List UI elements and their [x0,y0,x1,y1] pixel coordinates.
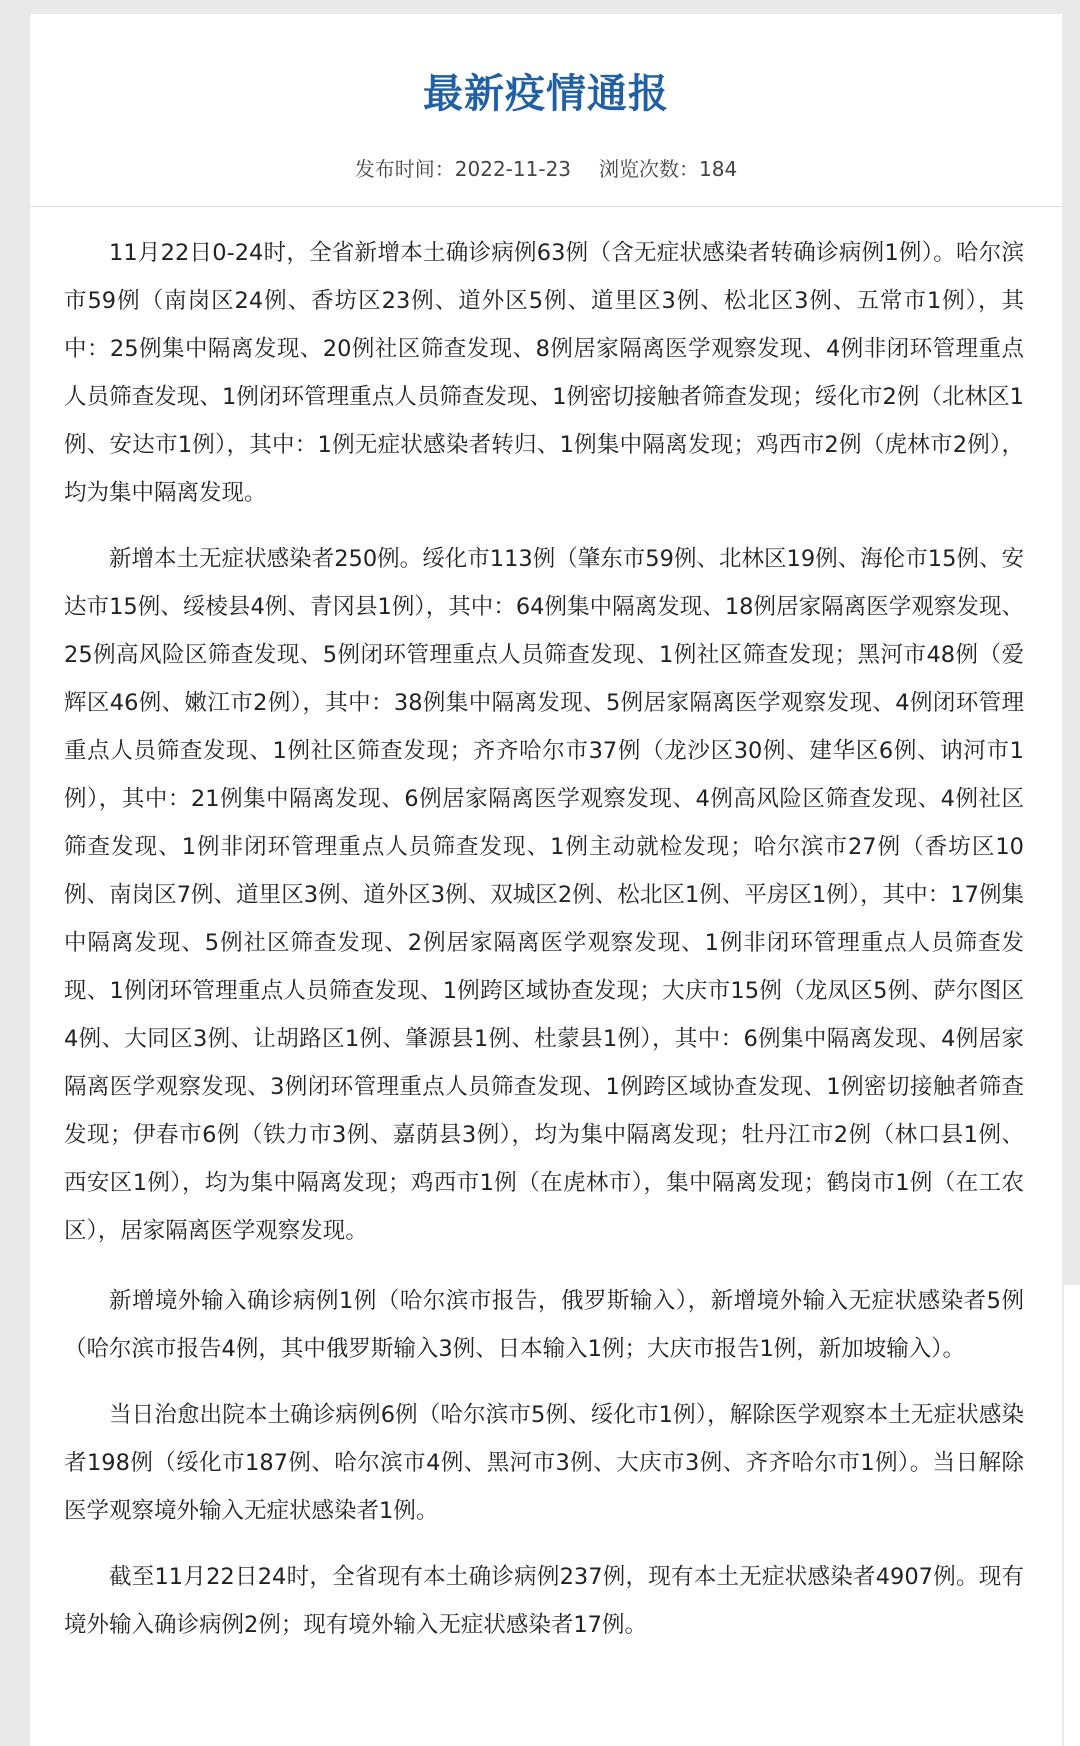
publish-label: 发布时间： [354,157,455,181]
paragraph-recovered-cases: 当日治愈出院本土确诊病例6例（哈尔滨市5例、绥化市1例），解除医学观察本土无症状感染者198例（绥化市187例、哈尔滨市4例、黑河市3例、大庆市3例、齐齐哈尔市1例）。当日解除医学观察境外输入无症状感染者1例。 [64,1402,1024,1524]
article-body [30,207,1062,1649]
paragraph-current-totals: 截至11月22日24时，全省现有本土确诊病例237例，现有本土无症状感染者4907例。现有境外输入确诊病例2例；现有境外输入无症状感染者17例。 [64,1564,1024,1638]
paragraph-imported-cases: 新增境外输入确诊病例1例（哈尔滨市报告，俄罗斯输入），新增境外输入无症状感染者5例（哈尔滨市报告4例，其中俄罗斯输入3例、日本输入1例；大庆市报告1例，新加坡输入）。 [64,1288,1024,1362]
article-page [30,14,1062,1746]
side-strip [1064,1285,1080,1746]
publish-date: 2022-11-23 [454,157,572,181]
page-title: 最新疫情通报 [423,71,669,117]
paragraph-confirmed-cases: 11月22日0-24时，全省新增本土确诊病例63例（含无症状感染者转确诊病例1例）。哈尔滨市59例（南岗区24例、香坊区23例、道外区5例、道里区3例、松北区3例、五常市1例），其中：25例集中隔离发现、20例社区筛查发现、8例居家隔离医学观察发现、4例非闭环管理重点人员筛查发现、1例闭环管理重点人员筛查发现、1例密切接触者筛查发现；绥化市2例（北林区1例、安达市1例），其中：1例无症状感染者转归、1例集中隔离发现；鸡西市2例（虎林市2例），均为集中隔离发现。 [64,240,1024,506]
article-meta [30,153,1062,207]
paragraph-asymptomatic-cases: 新增本土无症状感染者250例。绥化市113例（肇东市59例、北林区19例、海伦市15例、安达市15例、绥棱县4例、青冈县1例），其中：64例集中隔离发现、18例居家隔离医学观察发现、25例高风险区筛查发现、5例闭环管理重点人员筛查发现、1例社区筛查发现；黑河市48例（爱辉区46例、嫩江市2例），其中：38例集中隔离发现、5例居家隔离医学观察发现、4例闭环管理重点人员筛查发现、1例社区筛查发现；齐齐哈尔市37例（龙沙区30例、建华区6例、讷河市1例），其中：21例集中隔离发现、6例居家隔离医学观察发现、4例高风险区筛查发现、4例社区筛查发现、1例非闭环管理重点人员筛查发现、1例主动就检发现；哈尔滨市27例（香坊区10例、南岗区7例、道里区3例、道外区3例、双城区2例、松北区1例、平房区1例），其中：17例集中隔离发现、5例社区筛查发现、2例居家隔离医学观察发现、1例非闭环管理重点人员筛查发现、1例闭环管理重点人员筛查发现、1例跨区域协查发现；大庆市15例（龙凤区5例、萨尔图区4例、大同区3例、让胡路区1例、肇源县1例、杜蒙县1例），其中：6例集中隔离发现、4例居家隔离医学观察发现、3例闭环管理重点人员筛查发现、1例跨区域协查发现、1例密切接触者筛查发现；伊春市6例（铁力市3例、嘉荫县3例），均为集中隔离发现；牡丹江市2例（林口县1例、西安区1例），均为集中隔离发现；鸡西市1例（在虎林市），集中隔离发现；鹤岗市1例（在工农区），居家隔离医学观察发现。 [64,546,1024,1244]
views-label: 浏览次数： [599,157,700,181]
views-count: 184 [699,157,738,181]
